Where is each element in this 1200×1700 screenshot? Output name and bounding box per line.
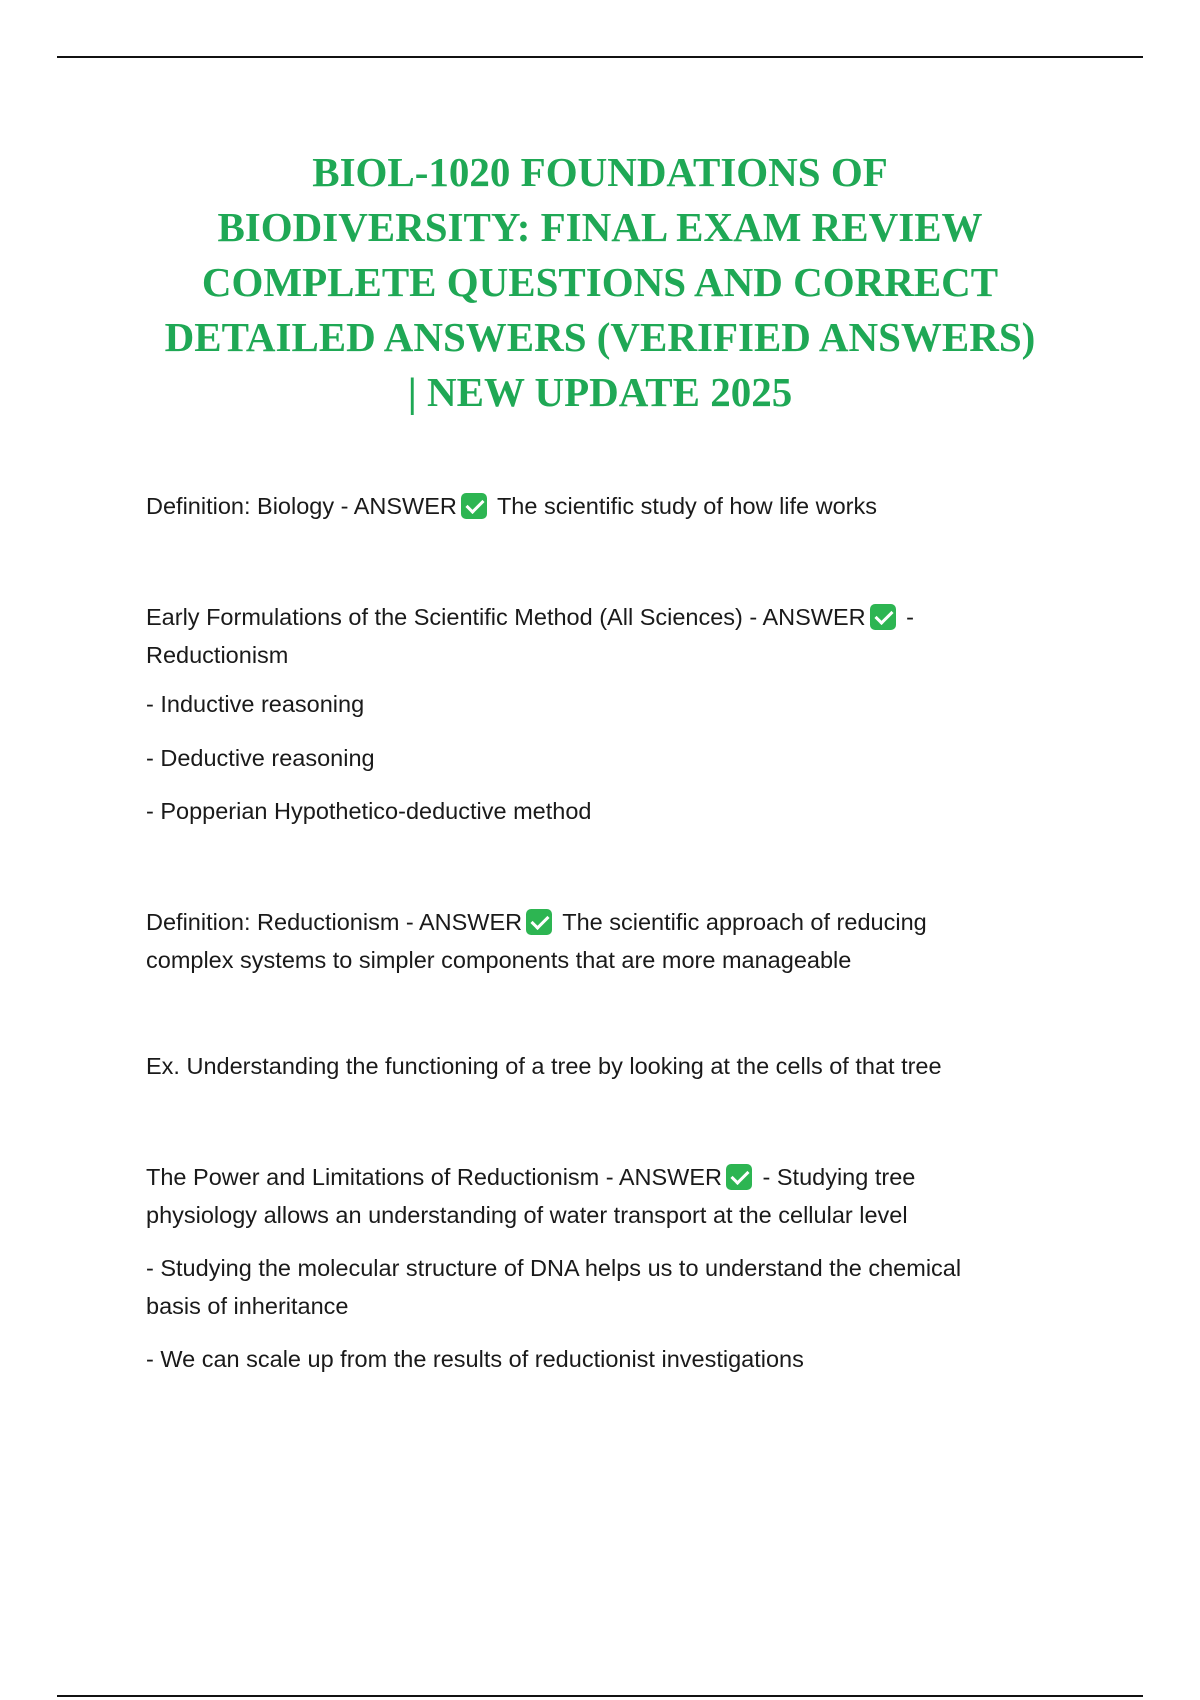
question-text: Early Formulations of the Scientific Method (All Sciences) - ANSWER <box>146 604 866 630</box>
bullet-item <box>146 1249 1076 1325</box>
question-text: Definition: Biology - ANSWER <box>146 493 457 519</box>
green-checkmark-icon <box>526 909 552 935</box>
answer-text: complex systems to simpler components that are more manageable <box>146 947 852 973</box>
header-rule <box>57 56 1143 58</box>
answer-text: Reductionism <box>146 642 289 668</box>
green-checkmark-icon <box>461 493 487 519</box>
answer-text: - <box>899 604 914 630</box>
document-title <box>100 145 1100 420</box>
title-line: DETAILED ANSWERS (VERIFIED ANSWERS) <box>164 314 1036 360</box>
answer-text: The scientific approach of reducing <box>556 909 927 935</box>
title-line: BIOL-1020 FOUNDATIONS OF <box>312 149 888 195</box>
qa-entry-scientific-method <box>146 598 1076 674</box>
title-line: BIODIVERSITY: FINAL EXAM REVIEW <box>217 204 983 250</box>
green-checkmark-icon <box>870 604 896 630</box>
footer-rule <box>57 1695 1143 1697</box>
qa-entry-power-limitations <box>146 1158 1076 1234</box>
answer-text: physiology allows an understanding of water transport at the cellular level <box>146 1202 908 1228</box>
bullet-text: basis of inheritance <box>146 1293 349 1319</box>
bullet-item: - Inductive reasoning <box>146 691 365 717</box>
qa-entry-biology <box>146 487 1076 525</box>
bullet-item: - Deductive reasoning <box>146 745 375 771</box>
question-text: Definition: Reductionism - ANSWER <box>146 909 523 935</box>
title-line: COMPLETE QUESTIONS AND CORRECT <box>201 259 999 305</box>
green-checkmark-icon <box>726 1164 752 1190</box>
answer-text: - Studying tree <box>755 1164 916 1190</box>
question-text: The Power and Limitations of Reductionism - ANSWER <box>146 1164 722 1190</box>
answer-text: The scientific study of how life works <box>490 493 878 519</box>
title-line: | NEW UPDATE 2025 <box>407 369 793 415</box>
example-text: Ex. Understanding the functioning of a tree by looking at the cells of that tree <box>146 1053 942 1079</box>
qa-entry-reductionism <box>146 903 1076 979</box>
bullet-item: - Popperian Hypothetico-deductive method <box>146 798 592 824</box>
bullet-text: - Studying the molecular structure of DNA helps us to understand the chemical <box>146 1255 962 1281</box>
bullet-item: - We can scale up from the results of reductionist investigations <box>146 1346 804 1372</box>
